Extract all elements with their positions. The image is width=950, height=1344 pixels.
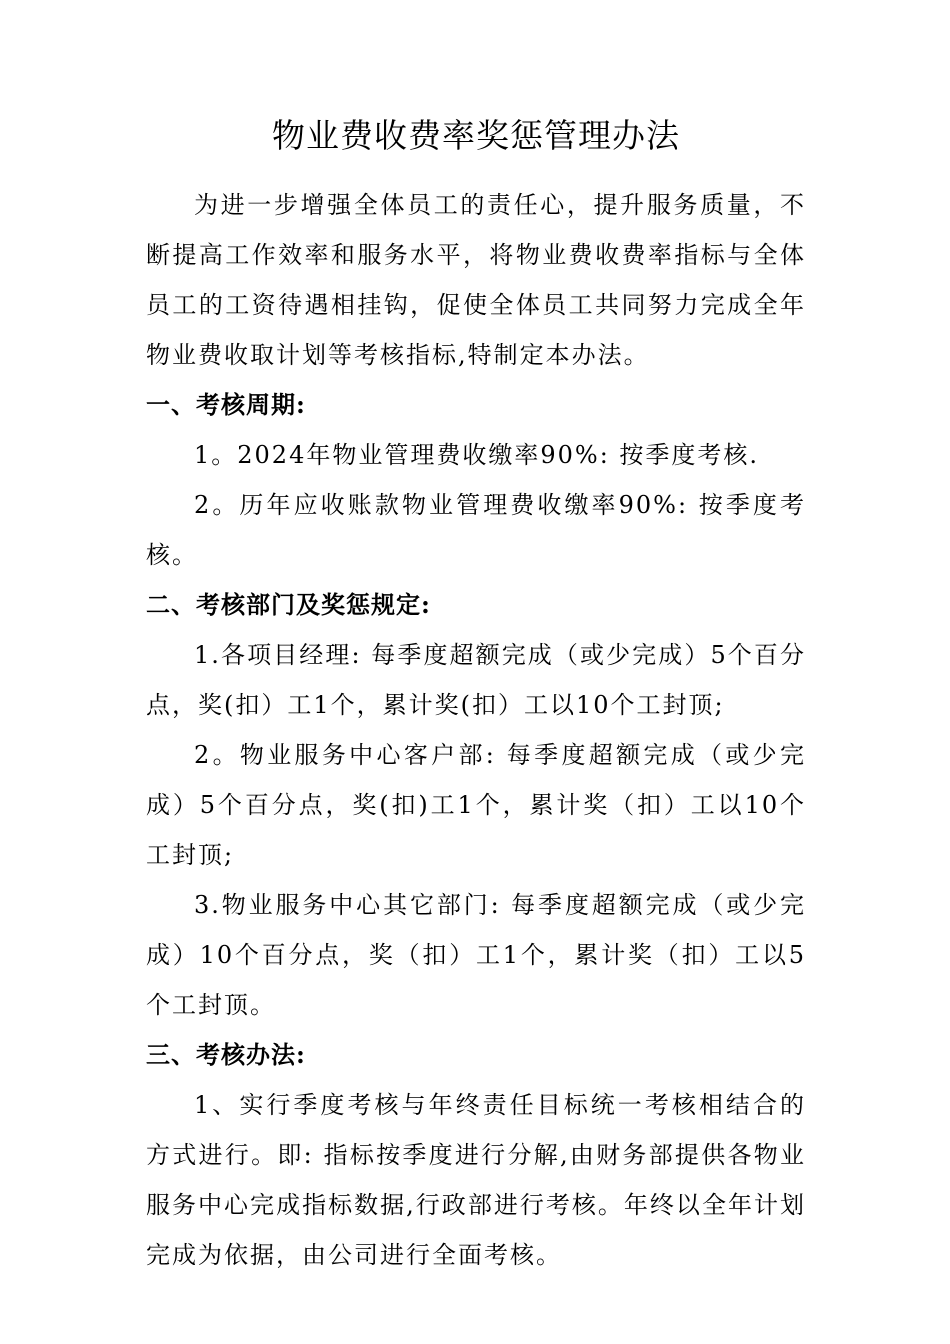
department-rule-item: 1.各项目经理: 每季度超额完成（或少完成）5个百分点，奖(扣）工1个，累计奖(扣）工以10个工封顶;	[146, 641, 806, 719]
department-rule-item: 2。物业服务中心客户部: 每季度超额完成（或少完成）5个百分点，奖(扣)工1个，累计奖（扣）工以10个工封顶;	[146, 741, 806, 869]
assessment-period-item: 1。2024年物业管理费收缴率90%: 按季度考核.	[194, 441, 760, 469]
department-rule-item: 3.物业服务中心其它部门: 每季度超额完成（或少完成）10个百分点，奖（扣）工1个，累计奖（扣）工以5个工封顶。	[146, 891, 806, 1019]
section-heading-assessment-period: 一、考核周期:	[146, 390, 306, 419]
section-heading-assessment-method: 三、考核办法:	[146, 1040, 306, 1069]
section-heading-departments-rules: 二、考核部门及奖惩规定:	[146, 590, 431, 619]
assessment-period-item: 2。历年应收账款物业管理费收缴率90%: 按季度考核。	[146, 491, 806, 569]
intro-paragraph: 为进一步增强全体员工的责任心，提升服务质量，不断提高工作效率和服务水平，将物业费收费率指标与全体员工的工资待遇相挂钩，促使全体员工共同努力完成全年物业费收取计划等考核指标,特制定本办法。	[146, 191, 806, 369]
document-title: 物业费收费率奖惩管理办法	[272, 116, 680, 155]
assessment-method-item: 1、实行季度考核与年终责任目标统一考核相结合的方式进行。即: 指标按季度进行分解,由财务部提供各物业服务中心完成指标数据,行政部进行考核。年终以全年计划完成为依据，由公司进行全面考核。	[146, 1091, 806, 1269]
document-body	[146, 114, 806, 1280]
